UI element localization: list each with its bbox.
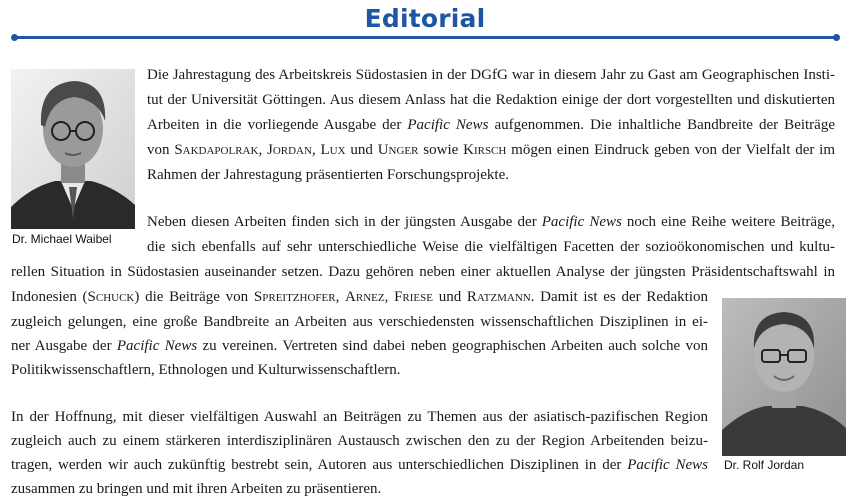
author-name: Spreitzhofer [253, 289, 336, 305]
page-title: Editorial [364, 4, 486, 33]
paragraph-line: die sich ebenfalls auf sehr unterschiedliche Weise die vielfältigen Facetten der sozioökonomischen und kultu- [147, 239, 835, 255]
paragraph-line [11, 287, 708, 307]
text-span: und [345, 142, 378, 158]
author-name: Jordan [267, 142, 312, 158]
photo-caption-jordan: Dr. Rolf Jordan [724, 458, 805, 472]
paragraph-line: tut der Universität Göttingen. Aus diesem Anlass hat die Redaktion einige der dort vorgestellten und diskutierten [147, 92, 835, 108]
paragraph-line: Politikwissenschaftlern, Ethnologen und Kulturwissenschaftlern. [11, 362, 401, 378]
text-span: tragen, werden wir auch zukünftig bestrebt sein, Autoren aus unterschiedlichen Disziplinen in der [11, 457, 628, 473]
author-name: Lux [320, 142, 346, 158]
text-span: ner Ausgabe der [11, 338, 117, 354]
text-span: ) die Beiträge von [134, 289, 254, 305]
text-span: . Damit ist es der Redaktion [530, 289, 709, 305]
paragraph-line [147, 115, 835, 135]
author-name: Arnez [345, 289, 385, 305]
photo-caption-waibel: Dr. Michael Waibel [12, 232, 112, 246]
text-span: , [311, 142, 321, 158]
text-span: aufgenommen. Die inhaltliche Bandbreite der Beiträge [488, 117, 835, 133]
text-span: und [432, 289, 467, 305]
author-name: Friese [394, 289, 433, 305]
title-rule-right-dot [833, 34, 840, 41]
paragraph-line [11, 336, 708, 356]
portrait-photo-waibel [11, 69, 135, 229]
text-span: , [258, 142, 267, 158]
text-span: mögen einen Eindruck geben von der Vielfalt der im [506, 142, 836, 158]
portrait-photo-jordan [722, 298, 846, 456]
author-name: Kirsch [463, 142, 507, 158]
author-name: Unger [377, 142, 419, 158]
text-span: , [335, 289, 346, 305]
paragraph-line: Die Jahrestagung des Arbeitskreis Südostasien in der DGfG war in diesem Jahr zu Gast am Geographischen Insti- [147, 67, 835, 83]
journal-title: Pacific News [541, 214, 622, 230]
paragraph-line: zugleich gelungen, eine große Bandbreite an Arbeiten aus verschiedensten wissenschaftlichen Disziplinen in ei- [11, 314, 708, 330]
text-span: sowie [418, 142, 464, 158]
paragraph-line [147, 140, 835, 160]
paragraph-line: In der Hoffnung, mit dieser vielfältigen Auswahl an Beiträgen zu Themen aus der asiatisch-pazifischen Region [11, 409, 708, 425]
text-span: noch eine Reihe weitere Beiträge, [621, 214, 835, 230]
text-span: von [147, 142, 175, 158]
author-name: Schuck [87, 289, 135, 305]
paragraph-line [147, 212, 835, 232]
paragraph-line: rellen Situation in Südostasien auseinander setzen. Dazu gehören neben einer aktuellen Analyse der jüngsten Präsidentschaftswahl in [11, 264, 835, 280]
paragraph-line: zugleich auch zu einem stärkeren interdisziplinären Austausch zwischen den zu der Region Arbeitenden beizu- [11, 433, 708, 449]
paragraph-line [11, 455, 708, 475]
text-span: Arbeiten in die vorliegende Ausgabe der [147, 117, 408, 133]
journal-title: Pacific News [407, 117, 489, 133]
text-span: , [384, 289, 395, 305]
journal-title: Pacific News [116, 338, 198, 354]
text-span: zu vereinen. Vertreten sind dabei neben geographischen Arbeiten auch solche von [197, 338, 708, 354]
paragraph-line: zusammen zu bringen und mit ihren Arbeiten zu präsentieren. [11, 481, 382, 497]
author-name: Sakdapolrak [174, 142, 259, 158]
title-rule-left-dot [11, 34, 18, 41]
paragraph-line: Rahmen der Jahrestagung präsentierten Forschungsprojekte. [147, 167, 509, 183]
author-name: Ratzmann [466, 289, 531, 305]
journal-title: Pacific News [627, 457, 708, 473]
text-span: Neben diesen Arbeiten finden sich in der jüngsten Ausgabe der [147, 214, 542, 230]
title-rule [14, 36, 836, 39]
text-span: Indonesien ( [11, 289, 88, 305]
